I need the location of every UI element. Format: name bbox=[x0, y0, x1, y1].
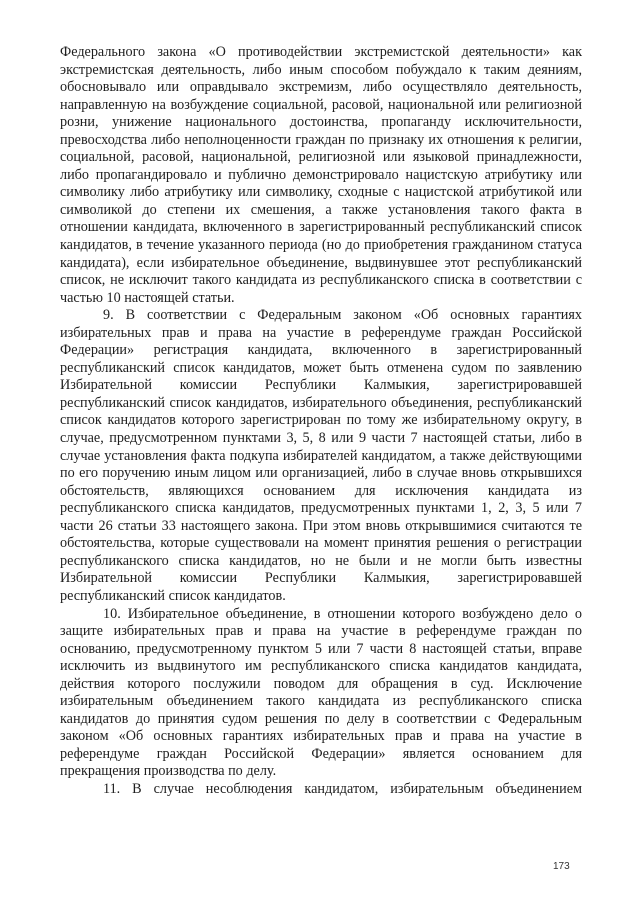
document-body bbox=[60, 44, 582, 799]
paragraph-continuation: Федерального закона «О противодействии экстремистской деятельности» как экстремистская деятельность, либо иным способом побуждало к таким деяниям, обосновывало или оправдывало экстремизм, либо осуществляло деятельность, направленную на возбуждение социальной, расовой, национальной или религиозной розни, унижение национального достоинства, пропаганду исключительности, превосходства либо неполноценности граждан по признаку их отношения к религии, социальной, расовой, национальной, религиозной или языковой принадлежности, либо пропагандировало и публично демонстрировало нацистскую атрибутику или символику либо атрибутику или символику, сходные с нацистской атрибутикой или символикой до степени их смешения, а также установления такого факта в отношении кандидата, включенного в зарегистрированный республиканский список кандидатов, в течение указанного периода (но до приобретения гражданином статуса кандидата), если избирательное объединение, выдвинувшее этот республиканский список, не исключит такого кандидата из республиканского списка в соответствии с частью 10 настоящей статьи. bbox=[60, 44, 582, 306]
paragraph-item-11: 11. В случае несоблюдения кандидатом, избирательным объединением bbox=[103, 780, 582, 797]
paragraph-item-10: 10. Избирательное объединение, в отношении которого возбуждено дело о защите избирательных прав и права на участие в референдуме граждан по основанию, предусмотренному пунктом 5 или 7 части 8 настоящей статьи, вправе исключить из выдвинутого им республиканского списка кандидатов кандидата, действия которого послужили поводом для обращения в суд. Исключение избирательным объединением такого кандидата из республиканского списка кандидатов до принятия судом решения по делу в соответствии с Федеральным законом «Об основных гарантиях избирательных прав и права на участие в референдуме граждан Российской Федерации» является основанием для прекращения производства по делу. bbox=[60, 605, 582, 780]
paragraph-item-9: 9. В соответствии с Федеральным законом «Об основных гарантиях избирательных прав и права на участие в референдуме граждан Российской Федерации» регистрация кандидата, включенного в зарегистрированный республиканский список кандидатов, может быть отменена судом по заявлению Избирательной комиссии Республики Калмыкия, зарегистрировавшей республиканский список кандидатов, избирательного объединения, республиканский список кандидатов которого зарегистрирован по тому же избирательному округу, в случае, предусмотренном пунктами 3, 5, 8 или 9 части 7 настоящей статьи, либо в случае установления факта подкупа избирателей кандидатом, а также действующими по его поручению иным лицом или организацией, либо в случае вновь открывшихся обстоятельств, являющихся основанием для исключения кандидата из республиканского списка кандидатов, предусмотренных пунктами 1, 2, 3, 5 или 7 части 26 статьи 33 настоящего закона. При этом вновь открывшимися считаются те обстоятельства, которые существовали на момент принятия решения о регистрации республиканского списка кандидатов, но не были и не могли быть известны Избирательной комиссии Республики Калмыкия, зарегистрировавшей республиканский список кандидатов. bbox=[60, 307, 582, 604]
page-number: 173 bbox=[553, 861, 570, 872]
